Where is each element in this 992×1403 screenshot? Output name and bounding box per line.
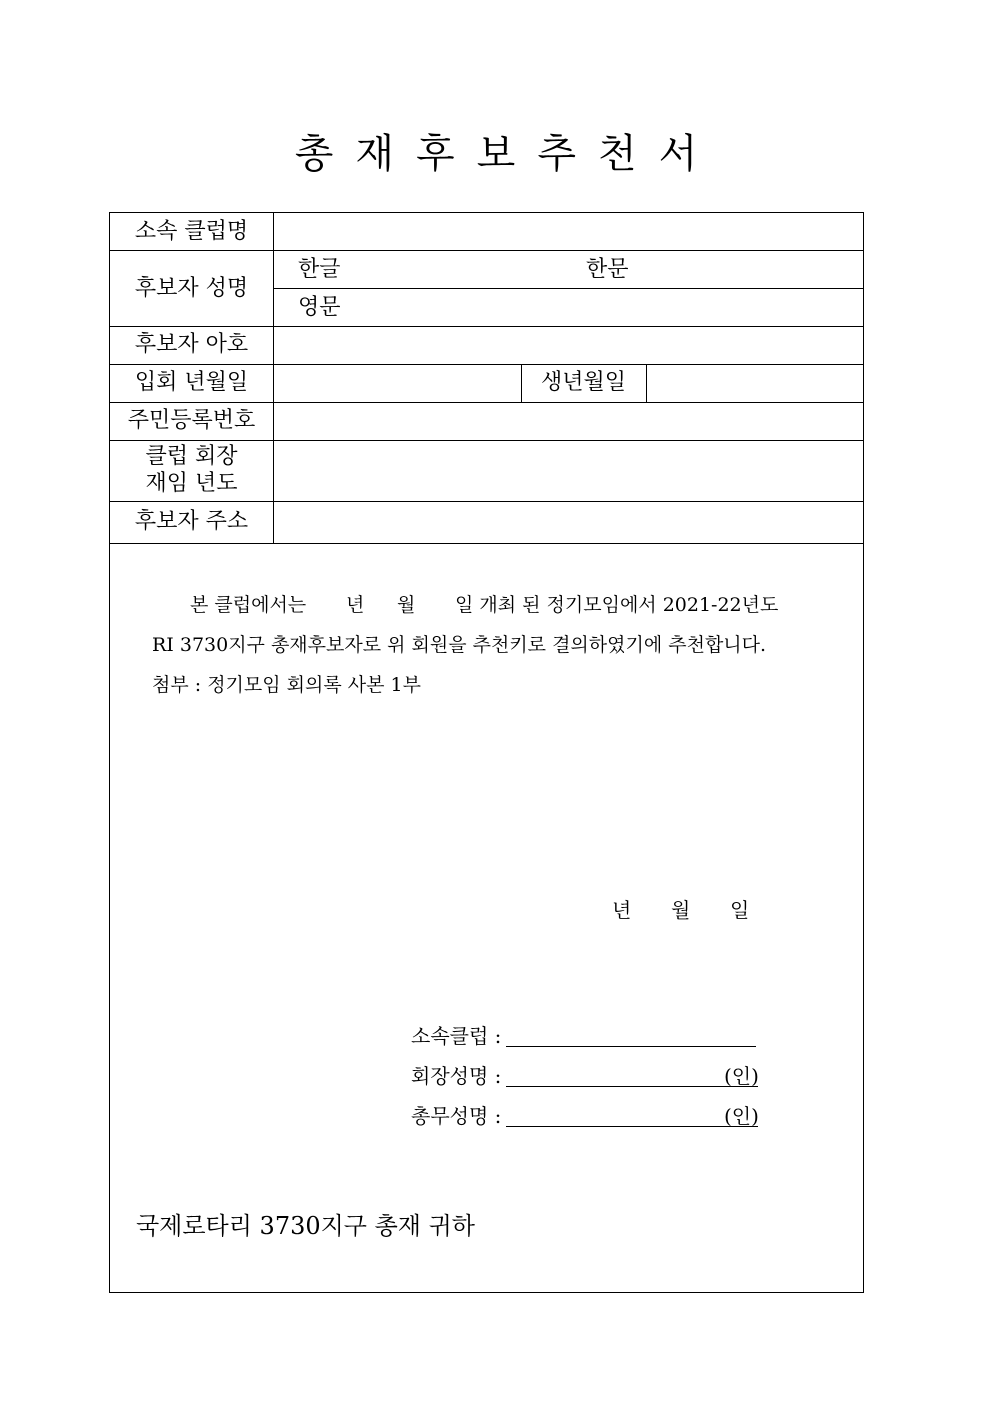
- addressee: 국제로타리 3730지구 총재 귀하: [136, 1212, 475, 1240]
- candidate-name-label: 후보자 성명: [134, 276, 249, 301]
- body-line1-start: 본 클럽에서는: [190, 594, 307, 616]
- title-char: 재: [355, 131, 395, 177]
- table-bottom: [110, 543, 863, 544]
- president-seal-mark: (인): [724, 1064, 759, 1088]
- body-line1-month: 월: [397, 594, 416, 616]
- row-divider: [110, 326, 863, 327]
- title-char: 후: [416, 131, 455, 177]
- date-month: 월: [671, 898, 691, 922]
- secretary-signature-label: 총무성명 :: [411, 1104, 502, 1128]
- row-divider: [273, 288, 863, 289]
- club-name-label: 소속 클럽명: [134, 219, 249, 244]
- date-year: 년: [612, 898, 632, 922]
- row-divider: [110, 364, 863, 365]
- title-char: 추: [537, 131, 576, 177]
- title-char: 서: [658, 131, 698, 177]
- title-char: 천: [597, 131, 637, 177]
- name-korean-label: 한글: [298, 257, 341, 282]
- pen-name-label: 후보자 아호: [134, 332, 249, 357]
- row-divider: [110, 250, 863, 251]
- date-day: 일: [730, 898, 750, 922]
- body-line1-end: 일 개최 된 정기모임에서 2021-22년도: [455, 594, 779, 616]
- president-year-label-line2: 재임 년도: [145, 471, 238, 496]
- secretary-signature-line: [506, 1126, 758, 1127]
- title-char: 총: [294, 131, 334, 177]
- title-char: 보: [476, 131, 516, 177]
- label-column-divider: [273, 213, 274, 543]
- president-year-label-line1: 클럽 회장: [145, 444, 238, 469]
- president-signature-line: [506, 1086, 758, 1087]
- name-hanja-label: 한문: [586, 257, 629, 282]
- secretary-seal-mark: (인): [724, 1104, 759, 1128]
- row-divider: [110, 501, 863, 502]
- document-title: [0, 126, 992, 182]
- body-line1-year: 년: [346, 594, 365, 616]
- row-divider: [110, 402, 863, 403]
- resident-id-label: 주민등록번호: [127, 408, 256, 433]
- column-divider: [646, 364, 647, 402]
- name-english-label: 영문: [298, 295, 341, 320]
- birth-date-label: 생년월일: [540, 370, 626, 395]
- join-date-label: 입회 년월일: [134, 370, 249, 395]
- row-divider: [110, 440, 863, 441]
- body-line2: RI 3730지구 총재후보자로 위 회원을 추천키로 결의하였기에 추천합니다.: [152, 634, 767, 656]
- form-frame: [109, 212, 864, 1293]
- president-signature-label: 회장성명 :: [411, 1064, 502, 1088]
- club-signature-label: 소속클럽 :: [411, 1024, 502, 1048]
- club-signature-line: [506, 1046, 756, 1047]
- attachment-note: 첨부 : 정기모임 회의록 사본 1부: [152, 674, 421, 696]
- candidate-address-label: 후보자 주소: [134, 509, 249, 534]
